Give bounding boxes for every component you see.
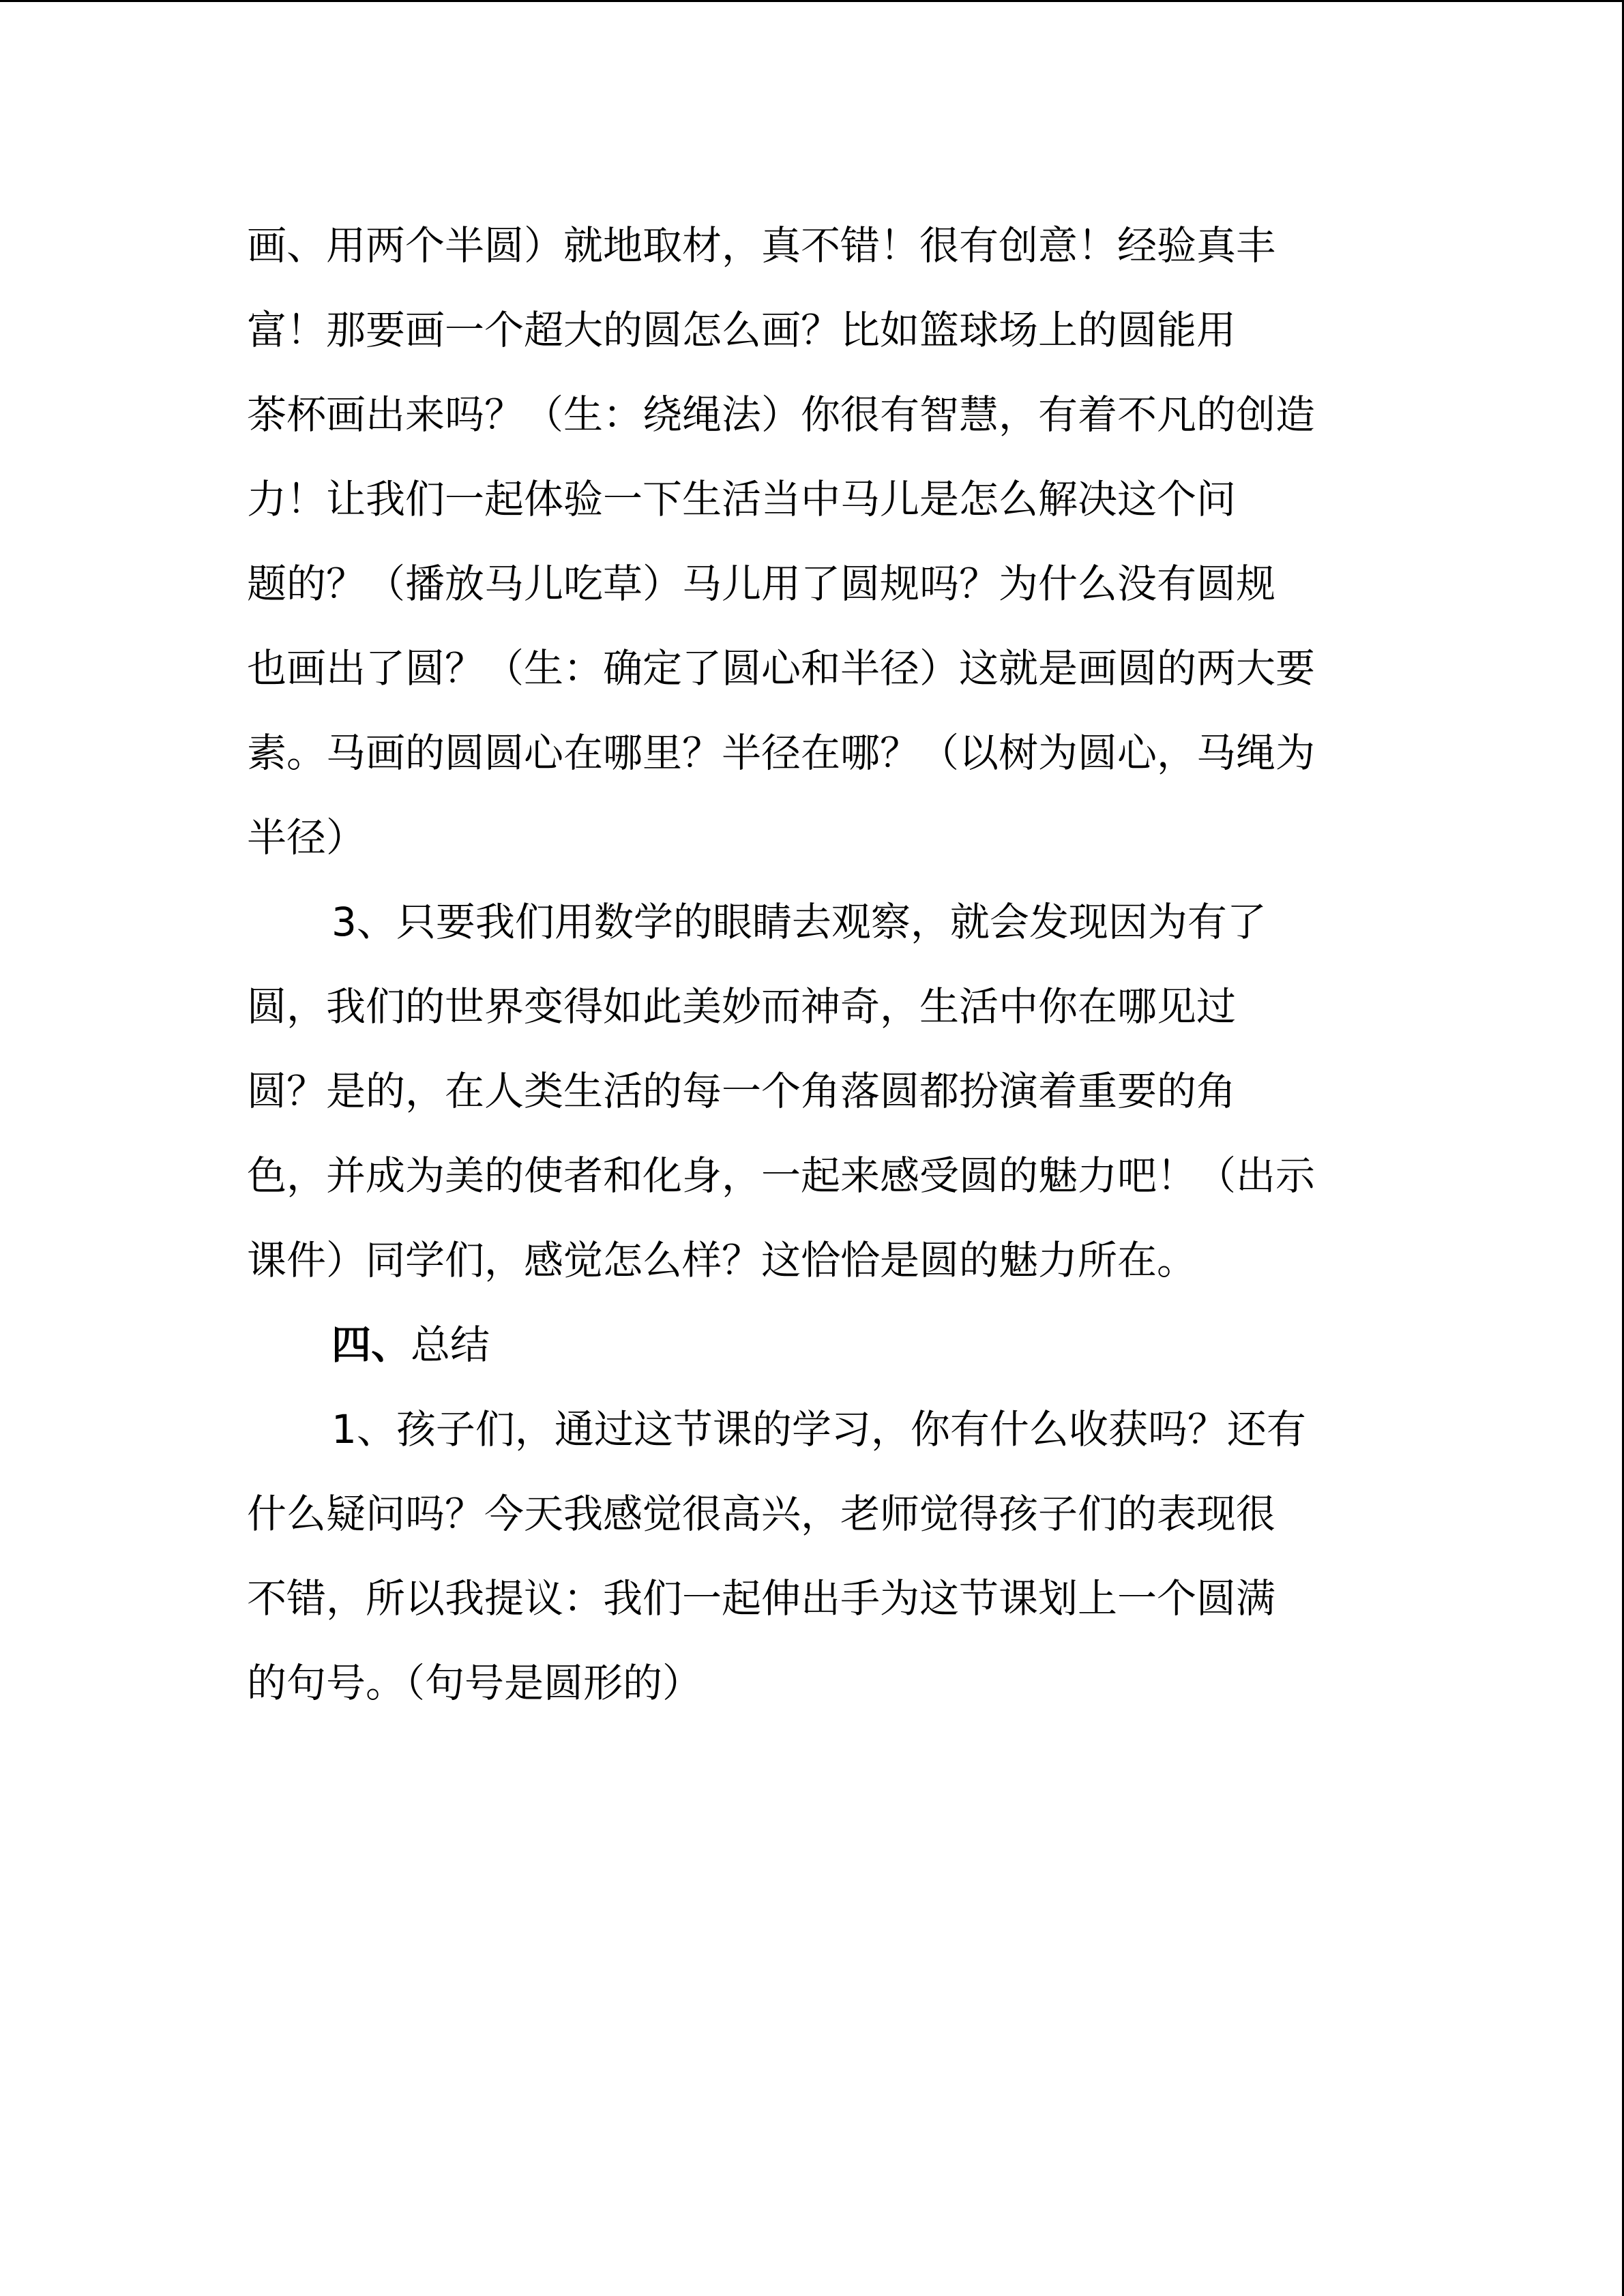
- section-heading: [247, 1302, 1379, 1387]
- text-line: 富！那要画一个超大的圆怎么画？比如篮球场上的圆能用: [247, 307, 1237, 353]
- section-heading-number: 四、: [331, 1322, 411, 1368]
- text-line: 课件）同学们，感觉怎么样？这恰恰是圆的魅力所在。: [247, 1237, 1197, 1283]
- text-line: 素。马画的圆圆心在哪里？半径在哪？（以树为圆心，马绳为: [247, 730, 1316, 776]
- text-line: 3、只要我们用数学的眼睛去观察，就会发现因为有了: [331, 899, 1267, 945]
- text-line: 圆，我们的世界变得如此美妙而神奇，生活中你在哪见过: [247, 983, 1237, 1030]
- paragraph-continued: [247, 203, 1379, 880]
- text-line: 圆？是的，在人类生活的每一个角落圆都扮演着重要的角: [247, 1068, 1237, 1114]
- text-line: 半径）: [247, 814, 366, 861]
- text-line: 画、用两个半圆）就地取材，真不错！很有创意！经验真丰: [247, 222, 1276, 269]
- text-line: 也画出了圆？（生：确定了圆心和半径）这就是画圆的两大要: [247, 645, 1316, 691]
- text-line: 1、孩子们，通过这节课的学习，你有什么收获吗？还有: [331, 1406, 1306, 1452]
- text-line: 力！让我们一起体验一下生活当中马儿是怎么解决这个问: [247, 476, 1237, 522]
- paragraph-item-3: [247, 880, 1379, 1302]
- text-line: 不错，所以我提议：我们一起伸出手为这节课划上一个圆满: [247, 1575, 1276, 1622]
- text-line: 的句号。（句号是圆形的）: [247, 1660, 703, 1706]
- text-line: 题的？（播放马儿吃草）马儿用了圆规吗？为什么没有圆规: [247, 561, 1276, 607]
- text-line: 色，并成为美的使者和化身，一起来感受圆的魅力吧！（出示: [247, 1152, 1316, 1199]
- section-heading-title: 总结: [411, 1322, 490, 1368]
- text-line: 什么疑问吗？今天我感觉很高兴，老师觉得孩子们的表现很: [247, 1491, 1276, 1537]
- text-line: 茶杯画出来吗？（生：绕绳法）你很有智慧，有着不凡的创造: [247, 391, 1316, 438]
- document-body: [247, 203, 1379, 1725]
- paragraph-item-1: [247, 1387, 1379, 1725]
